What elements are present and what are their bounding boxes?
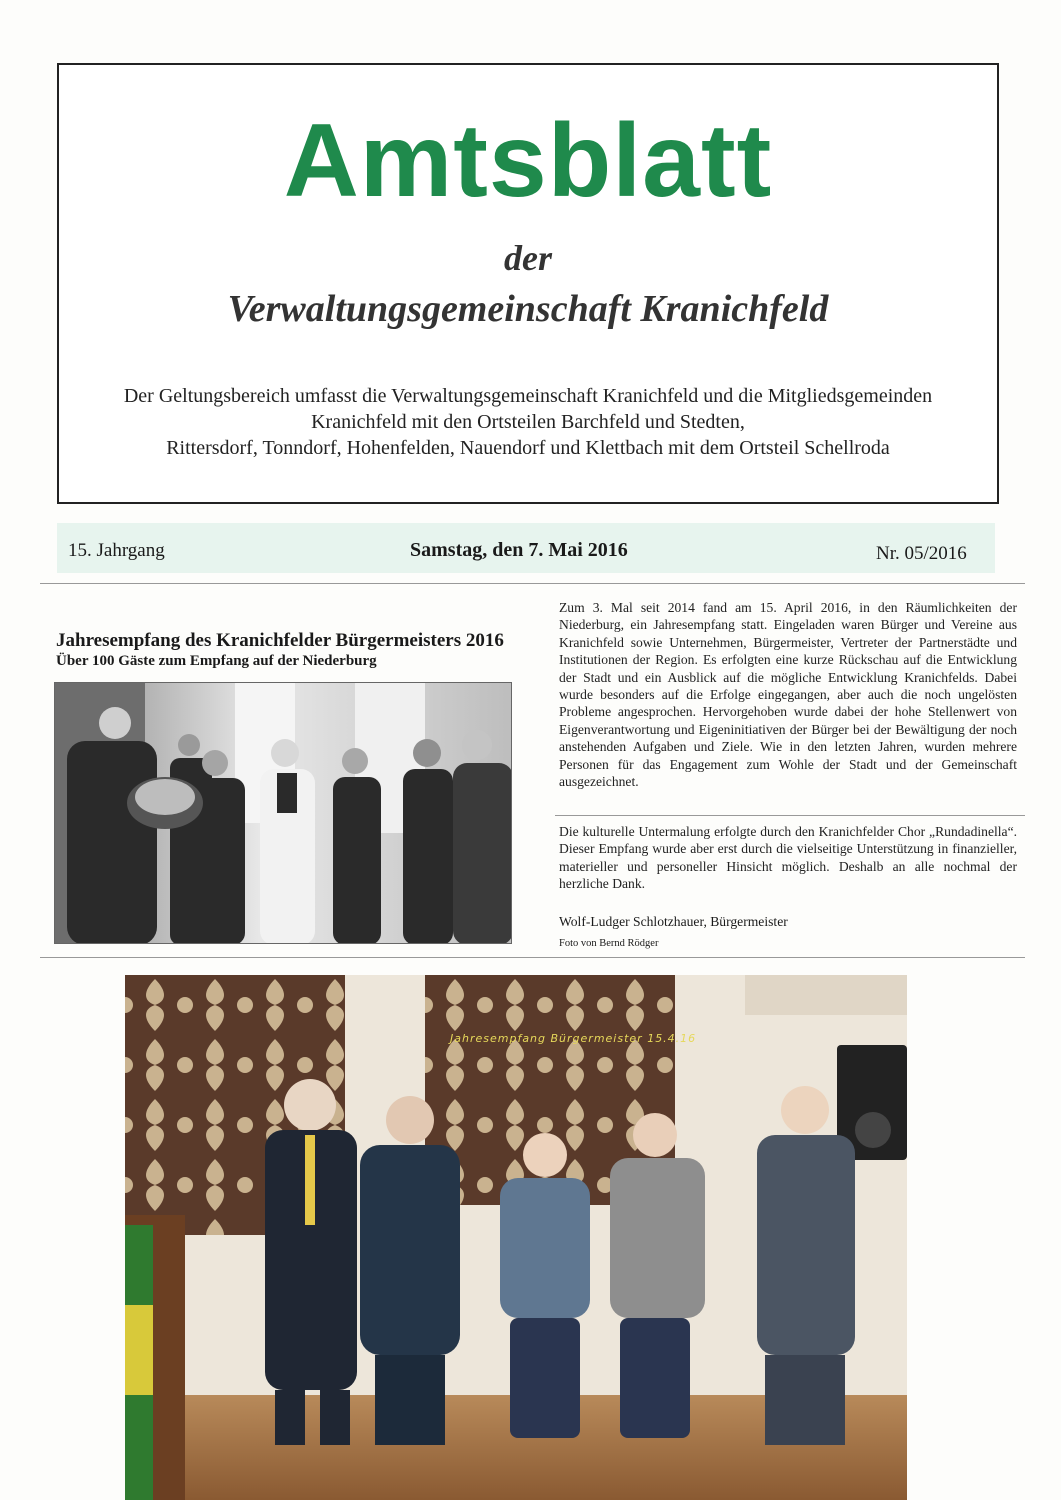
newspaper-subtitle: Verwaltungsgemeinschaft Kranichfeld <box>227 288 829 330</box>
article-paragraph-2: Die kulturelle Untermalung erfolgte durch den Kranichfelder Chor „Rundadinella“. Dieser Empfang wurde aber erst durch die vielseitige Unterstützung in finanzieller, materieller und personeller Hinsicht möglich. Deshalb an alle nochmal der herzliche Dank. <box>559 824 1017 892</box>
article-paragraph-1: Zum 3. Mal seit 2014 fand am 15. April 2016, in den Räumlichkeiten der Niederburg, ein Jahresempfang statt. Eingeladen waren Bürger und Vereine aus Kranichfeld sowie Unternehmen, Bürgermeister, Vertreter der Partnerstädte und Institutionen der Region. Es erfolgten eine kurze Rückschau auf die Entwicklung der Stadt und ein Ausblick auf die mögliche Entwicklung Kranichfelds. Dabei wurde besonders auf die Erfolge eingegangen, aber auch die noch ungelösten Probleme angesprochen. Hervorgehoben wurde dabei der hohe Stellenwert von Eigenverantwortung und Eigeninitiativen der Bürger bei der Bewältigung der noch anstehenden Aufgaben und Ziele. Wie in den letzten Jahren, wurden mehrere Personen für das Engagement zum Wohle der Stadt und der Gemeinschaft ausgezeichnet. <box>559 600 1017 790</box>
article-headline: Jahresempfang des Kranichfelder Bürgermeisters 2016 <box>56 630 504 651</box>
awardees-photo-illustration <box>125 975 907 1500</box>
photo-date-stamp: Jahresempfang Bürgermeister 15.4.16 <box>450 1032 697 1045</box>
newspaper-title: Amtsblatt <box>283 103 773 219</box>
scope-statement <box>59 383 997 461</box>
issue-number: Nr. 05/2016 <box>876 543 967 564</box>
divider <box>40 583 1025 584</box>
article-signature: Wolf-Ludger Schlotzhauer, Bürgermeister <box>559 914 788 929</box>
issue-volume: 15. Jahrgang <box>68 540 165 561</box>
divider <box>40 957 1025 958</box>
article-subheadline: Über 100 Gäste zum Empfang auf der Niederburg <box>56 653 377 669</box>
reception-photo-color <box>125 975 907 1500</box>
masthead-box <box>57 63 999 504</box>
group-photo-illustration <box>55 683 512 944</box>
issue-date: Samstag, den 7. Mai 2016 <box>410 539 628 561</box>
reception-photo-bw <box>54 682 512 944</box>
scope-line: Der Geltungsbereich umfasst die Verwaltungsgemeinschaft Kranichfeld und die Mitgliedsgemeinden <box>123 385 933 407</box>
column-divider <box>555 815 1025 816</box>
scope-line: Kranichfeld mit den Ortsteilen Barchfeld und Stedten, <box>311 411 745 433</box>
title-der: der <box>504 238 552 278</box>
photo-credit: Foto von Bernd Rödger <box>559 938 659 949</box>
scope-line: Rittersdorf, Tonndorf, Hohenfelden, Nauendorf und Klettbach mit dem Ortsteil Schellroda <box>166 437 890 459</box>
